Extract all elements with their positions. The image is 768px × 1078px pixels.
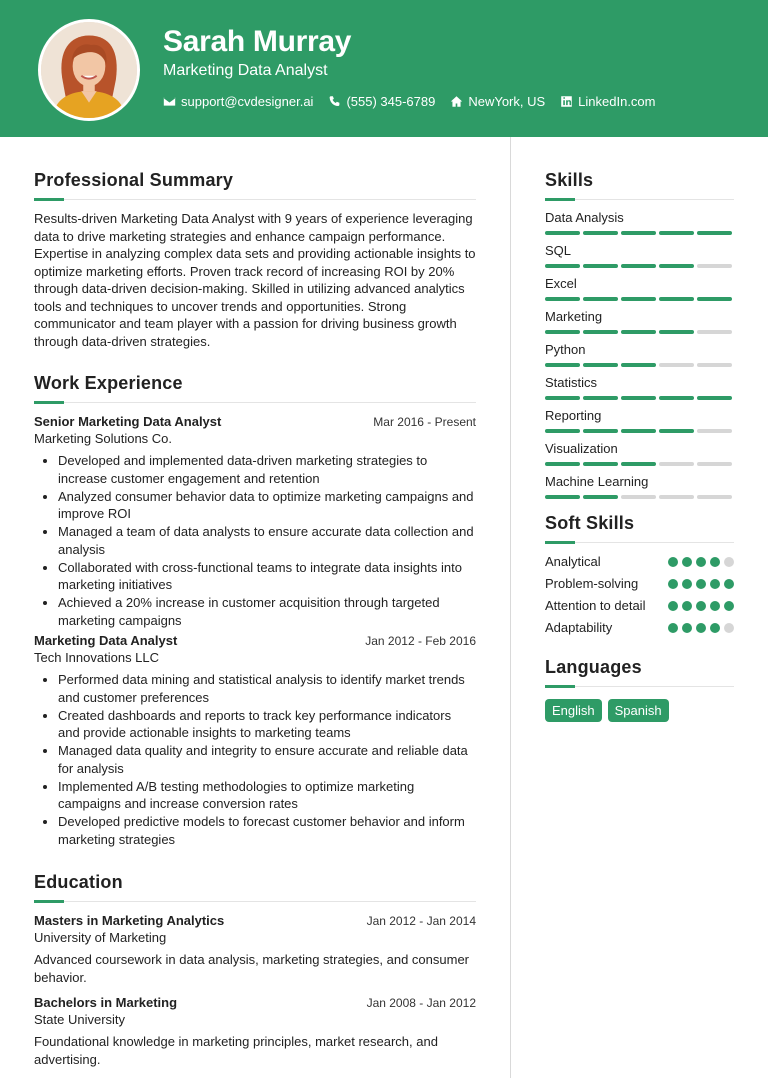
skill-item — [545, 309, 734, 334]
skill-name: Visualization — [545, 441, 618, 456]
skill-level-segment — [583, 429, 618, 433]
soft-skill-name: Problem-solving — [545, 576, 639, 591]
skill-level-segment — [583, 363, 618, 367]
degree-dates: Jan 2012 - Jan 2014 — [366, 914, 476, 928]
skill-level-segment — [659, 396, 694, 400]
education-desc: Advanced coursework in data analysis, marketing strategies, and consumer behavior. — [34, 952, 469, 985]
language-badge: Spanish — [608, 699, 669, 722]
summary-heading: Professional Summary — [34, 170, 234, 190]
contact-location — [450, 94, 545, 109]
degree-title: Bachelors in Marketing — [34, 995, 178, 1010]
languages-section — [545, 657, 734, 722]
contact-linkedin-text: LinkedIn.com — [578, 94, 656, 109]
skill-level-segment — [697, 264, 732, 268]
section-rule — [34, 901, 476, 902]
contact-location-text: NewYork, US — [468, 94, 546, 109]
skills-section — [545, 170, 734, 499]
skill-level-segment — [545, 495, 580, 499]
skill-level-segment — [697, 297, 732, 301]
skill-level-segment — [659, 330, 694, 334]
skill-level-segment — [659, 297, 694, 301]
skill-level-segment — [583, 495, 618, 499]
job-entry — [34, 633, 476, 848]
rating-dot — [682, 623, 692, 633]
skill-level-bar — [545, 231, 734, 235]
linkedin-icon — [560, 95, 573, 108]
job-title: Marketing Data Analyst — [34, 633, 178, 648]
soft-skill-rating — [668, 553, 734, 567]
rating-dot — [682, 557, 692, 567]
skill-level-segment — [697, 231, 732, 235]
rating-dot — [696, 579, 706, 589]
skill-item — [545, 342, 734, 367]
header-banner — [0, 0, 768, 137]
skill-item — [545, 408, 734, 433]
list-item: • Collaborated with cross-functional teams to integrate data insights into marketing initiatives — [58, 559, 476, 594]
education-desc: Foundational knowledge in marketing principles, market research, and advertising. — [34, 1034, 438, 1067]
skill-level-segment — [659, 363, 694, 367]
skill-level-segment — [583, 462, 618, 466]
soft-skill-item — [545, 619, 734, 637]
skill-level-segment — [697, 462, 732, 466]
skill-level-segment — [621, 495, 656, 499]
soft-skill-rating — [668, 575, 734, 589]
rating-dot — [710, 623, 720, 633]
education-entry — [34, 995, 476, 1068]
skill-level-segment — [621, 330, 656, 334]
degree-title: Masters in Marketing Analytics — [34, 913, 225, 928]
column-divider — [510, 137, 511, 1078]
skill-level-segment — [659, 264, 694, 268]
job-dates: Jan 2012 - Feb 2016 — [365, 634, 476, 648]
skill-level-segment — [583, 330, 618, 334]
skill-level-segment — [621, 264, 656, 268]
skill-level-bar — [545, 363, 734, 367]
rating-dot — [724, 579, 734, 589]
list-item: • Developed and implemented data-driven marketing strategies to increase customer engagement and retention — [58, 452, 476, 487]
skill-level-bar — [545, 429, 734, 433]
skill-level-segment — [659, 495, 694, 499]
soft-skill-item — [545, 597, 734, 615]
soft-skill-item — [545, 575, 734, 593]
skill-level-segment — [583, 231, 618, 235]
skill-level-bar — [545, 396, 734, 400]
list-item: • Analyzed consumer behavior data to optimize marketing campaigns and improve ROI — [58, 488, 476, 523]
school-name: University of Marketing — [34, 930, 167, 945]
skill-name: Machine Learning — [545, 474, 649, 489]
list-item: • Performed data mining and statistical analysis to identify market trends and customer preferences — [58, 671, 476, 706]
job-bullets — [34, 452, 476, 629]
skill-level-bar — [545, 330, 734, 334]
soft-skills-section — [545, 513, 734, 637]
skill-level-segment — [545, 396, 580, 400]
skill-level-segment — [621, 231, 656, 235]
contact-phone[interactable] — [328, 94, 435, 109]
rating-dot — [668, 623, 678, 633]
skill-level-segment — [659, 429, 694, 433]
skill-level-segment — [545, 231, 580, 235]
rating-dot — [668, 579, 678, 589]
skill-level-segment — [621, 429, 656, 433]
skill-item — [545, 375, 734, 400]
rating-dot — [724, 557, 734, 567]
skill-level-bar — [545, 462, 734, 466]
skill-level-segment — [583, 264, 618, 268]
list-item: • Managed data quality and integrity to ensure accurate and reliable data for analysis — [58, 742, 476, 777]
soft-skill-item — [545, 553, 734, 571]
skill-name: Excel — [545, 276, 577, 291]
contact-email-text: support@cvdesigner.ai — [181, 94, 314, 109]
skill-level-segment — [697, 363, 732, 367]
skill-name: Marketing — [545, 309, 603, 324]
skill-level-segment — [697, 429, 732, 433]
rating-dot — [710, 601, 720, 611]
home-icon — [450, 95, 463, 108]
contact-email[interactable] — [163, 94, 313, 109]
list-item: • Developed predictive models to forecast customer behavior and inform marketing strategies — [58, 813, 476, 848]
skill-level-segment — [545, 264, 580, 268]
rating-dot — [696, 623, 706, 633]
skill-name: Data Analysis — [545, 210, 624, 225]
degree-dates: Jan 2008 - Jan 2012 — [366, 996, 476, 1010]
experience-section — [34, 373, 476, 848]
section-rule — [34, 199, 476, 200]
soft-skill-rating — [668, 619, 734, 633]
skill-level-segment — [697, 330, 732, 334]
skill-name: SQL — [545, 243, 572, 258]
candidate-name: Sarah Murray — [163, 25, 352, 58]
list-item: • Created dashboards and reports to track key performance indicators and provide actionable insights to marketing teams — [58, 707, 476, 742]
skill-level-segment — [545, 330, 580, 334]
list-item: • Managed a team of data analysts to ensure accurate data collection and analysis — [58, 523, 476, 558]
job-bullets — [34, 671, 476, 848]
soft-skill-name: Attention to detail — [545, 598, 646, 613]
rating-dot — [710, 557, 720, 567]
skill-level-segment — [545, 429, 580, 433]
soft-skills-list — [545, 553, 734, 637]
skill-level-segment — [583, 396, 618, 400]
soft-skill-rating — [668, 597, 734, 611]
profile-photo — [38, 19, 140, 121]
skill-level-segment — [621, 297, 656, 301]
skill-level-bar — [545, 264, 734, 268]
skill-level-segment — [545, 297, 580, 301]
phone-icon — [328, 95, 341, 108]
language-list — [545, 699, 734, 722]
envelope-icon — [163, 95, 176, 108]
rating-dot — [724, 601, 734, 611]
skill-level-bar — [545, 495, 734, 499]
candidate-title: Marketing Data Analyst — [163, 62, 328, 79]
languages-heading: Languages — [545, 657, 642, 677]
skill-level-segment — [545, 462, 580, 466]
sidebar-column — [545, 170, 734, 722]
summary-text: Results-driven Marketing Data Analyst with 9 years of experience leveraging data to drive marketing strategies and enhance campaign performance. Expertise in analyzing complex data sets and providing actionable insights to optimize marketing efforts. Proven track record of increasing ROI by 20% through data-driven decision-making. Skilled in utilizing advanced analytics tools and techniques to uncover trends and opportunities. Strong communicator and team player with a passion for driving business growth through data-driven strategies. — [34, 211, 476, 349]
skill-level-segment — [697, 396, 732, 400]
skill-name: Statistics — [545, 375, 598, 390]
education-entry — [34, 913, 476, 986]
skill-level-segment — [545, 363, 580, 367]
skill-level-segment — [583, 297, 618, 301]
summary-section — [34, 170, 476, 350]
skill-name: Reporting — [545, 408, 602, 423]
skill-level-segment — [659, 462, 694, 466]
section-rule — [34, 402, 476, 403]
skill-item — [545, 210, 734, 235]
contact-list — [163, 94, 656, 109]
rating-dot — [724, 623, 734, 633]
main-column — [34, 170, 476, 1068]
job-entry — [34, 414, 476, 629]
experience-heading: Work Experience — [34, 373, 183, 393]
skill-level-bar — [545, 297, 734, 301]
skills-heading: Skills — [545, 170, 594, 190]
rating-dot — [710, 579, 720, 589]
rating-dot — [668, 601, 678, 611]
rating-dot — [682, 579, 692, 589]
job-title: Senior Marketing Data Analyst — [34, 414, 222, 429]
skill-level-segment — [621, 462, 656, 466]
skill-item — [545, 474, 734, 499]
skill-level-segment — [697, 495, 732, 499]
section-rule — [545, 542, 734, 543]
skill-name: Python — [545, 342, 586, 357]
soft-skills-heading: Soft Skills — [545, 513, 635, 533]
list-item: • Achieved a 20% increase in customer acquisition through targeted marketing campaigns — [58, 594, 476, 629]
list-item: • Implemented A/B testing methodologies to optimize marketing campaigns and increase conversion rates — [58, 778, 476, 813]
rating-dot — [696, 601, 706, 611]
soft-skill-name: Adaptability — [545, 620, 613, 635]
skill-level-segment — [659, 231, 694, 235]
skill-item — [545, 243, 734, 268]
job-dates: Mar 2016 - Present — [373, 415, 476, 429]
contact-linkedin[interactable] — [560, 94, 655, 109]
section-rule — [545, 686, 734, 687]
skill-item — [545, 276, 734, 301]
skill-level-segment — [621, 396, 656, 400]
soft-skill-name: Analytical — [545, 554, 601, 569]
skills-list — [545, 210, 734, 499]
skill-item — [545, 441, 734, 466]
education-section — [34, 872, 476, 1068]
education-heading: Education — [34, 872, 123, 892]
rating-dot — [696, 557, 706, 567]
job-company: Marketing Solutions Co. — [34, 431, 173, 446]
avatar — [41, 22, 137, 118]
section-rule — [545, 199, 734, 200]
skill-level-segment — [621, 363, 656, 367]
rating-dot — [682, 601, 692, 611]
job-company: Tech Innovations LLC — [34, 650, 160, 665]
school-name: State University — [34, 1012, 126, 1027]
language-badge: English — [545, 699, 602, 722]
contact-phone-text: (555) 345-6789 — [346, 94, 436, 109]
rating-dot — [668, 557, 678, 567]
